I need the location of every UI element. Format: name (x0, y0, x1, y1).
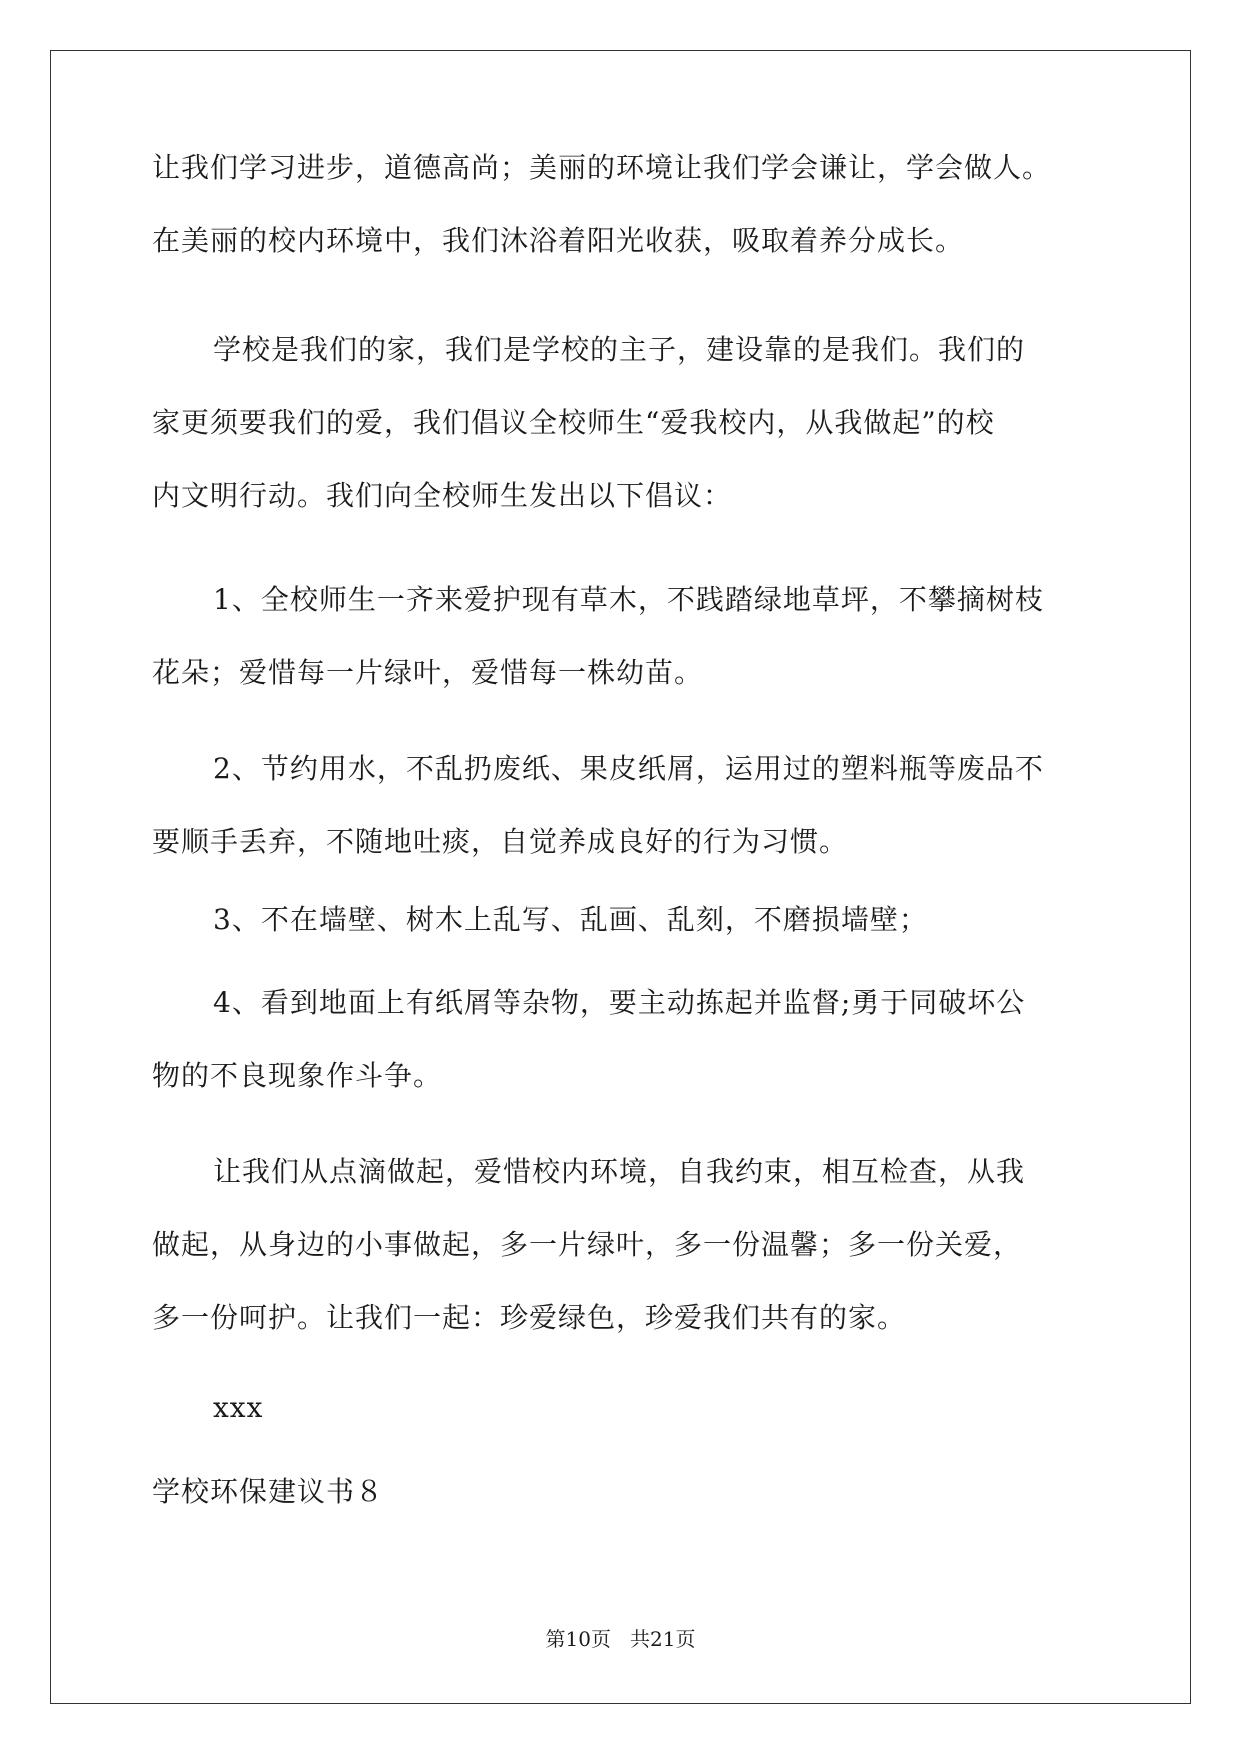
text-line-11: 4、看到地面上有纸屑等杂物，要主动拣起并监督;勇于同破坏公 (213, 986, 1026, 1019)
text-line-3: 学校是我们的家，我们是学校的主子，建设靠的是我们。我们的 (213, 333, 1026, 366)
text-line-14: 做起，从身边的小事做起，多一片绿叶，多一份温馨；多一份关爱， (152, 1228, 1023, 1261)
text-line-10: 3、不在墙壁、树木上乱写、乱画、乱刻，不磨损墙壁； (213, 903, 928, 936)
page-border (50, 50, 1191, 1704)
text-line-2: 在美丽的校内环境中，我们沐浴着阳光收获，吸取着养分成长。 (152, 224, 965, 257)
text-line-12: 物的不良现象作斗争。 (152, 1059, 443, 1092)
page-indicator: 第10页 共21页 (545, 1627, 696, 1651)
text-line-15: 多一份呵护。让我们一起：珍爱绿色，珍爱我们共有的家。 (152, 1301, 907, 1334)
text-line-9: 要顺手丢弃，不随地吐痰，自觉养成良好的行为习惯。 (152, 825, 849, 858)
text-signature: xxx (213, 1391, 264, 1424)
text-line-4: 家更须要我们的爱，我们倡议全校师生“爱我校内，从我做起”的校 (152, 406, 995, 439)
text-line-13: 让我们从点滴做起，爱惜校内环境，自我约束，相互检查，从我 (213, 1155, 1026, 1188)
text-line-7: 花朵；爱惜每一片绿叶，爱惜每一株幼苗。 (152, 656, 704, 689)
text-line-5: 内文明行动。我们向全校师生发出以下倡议： (152, 479, 733, 512)
text-line-8: 2、节约用水，不乱扔废纸、果皮纸屑，运用过的塑料瓶等废品不 (213, 752, 1044, 785)
text-line-6: 1、全校师生一齐来爱护现有草木，不践踏绿地草坪，不攀摘树枝 (213, 583, 1044, 616)
section-heading: 学校环保建议书８ (152, 1475, 385, 1508)
text-line-1: 让我们学习进步，道德高尚；美丽的环境让我们学会谦让，学会做人。 (152, 151, 1052, 184)
